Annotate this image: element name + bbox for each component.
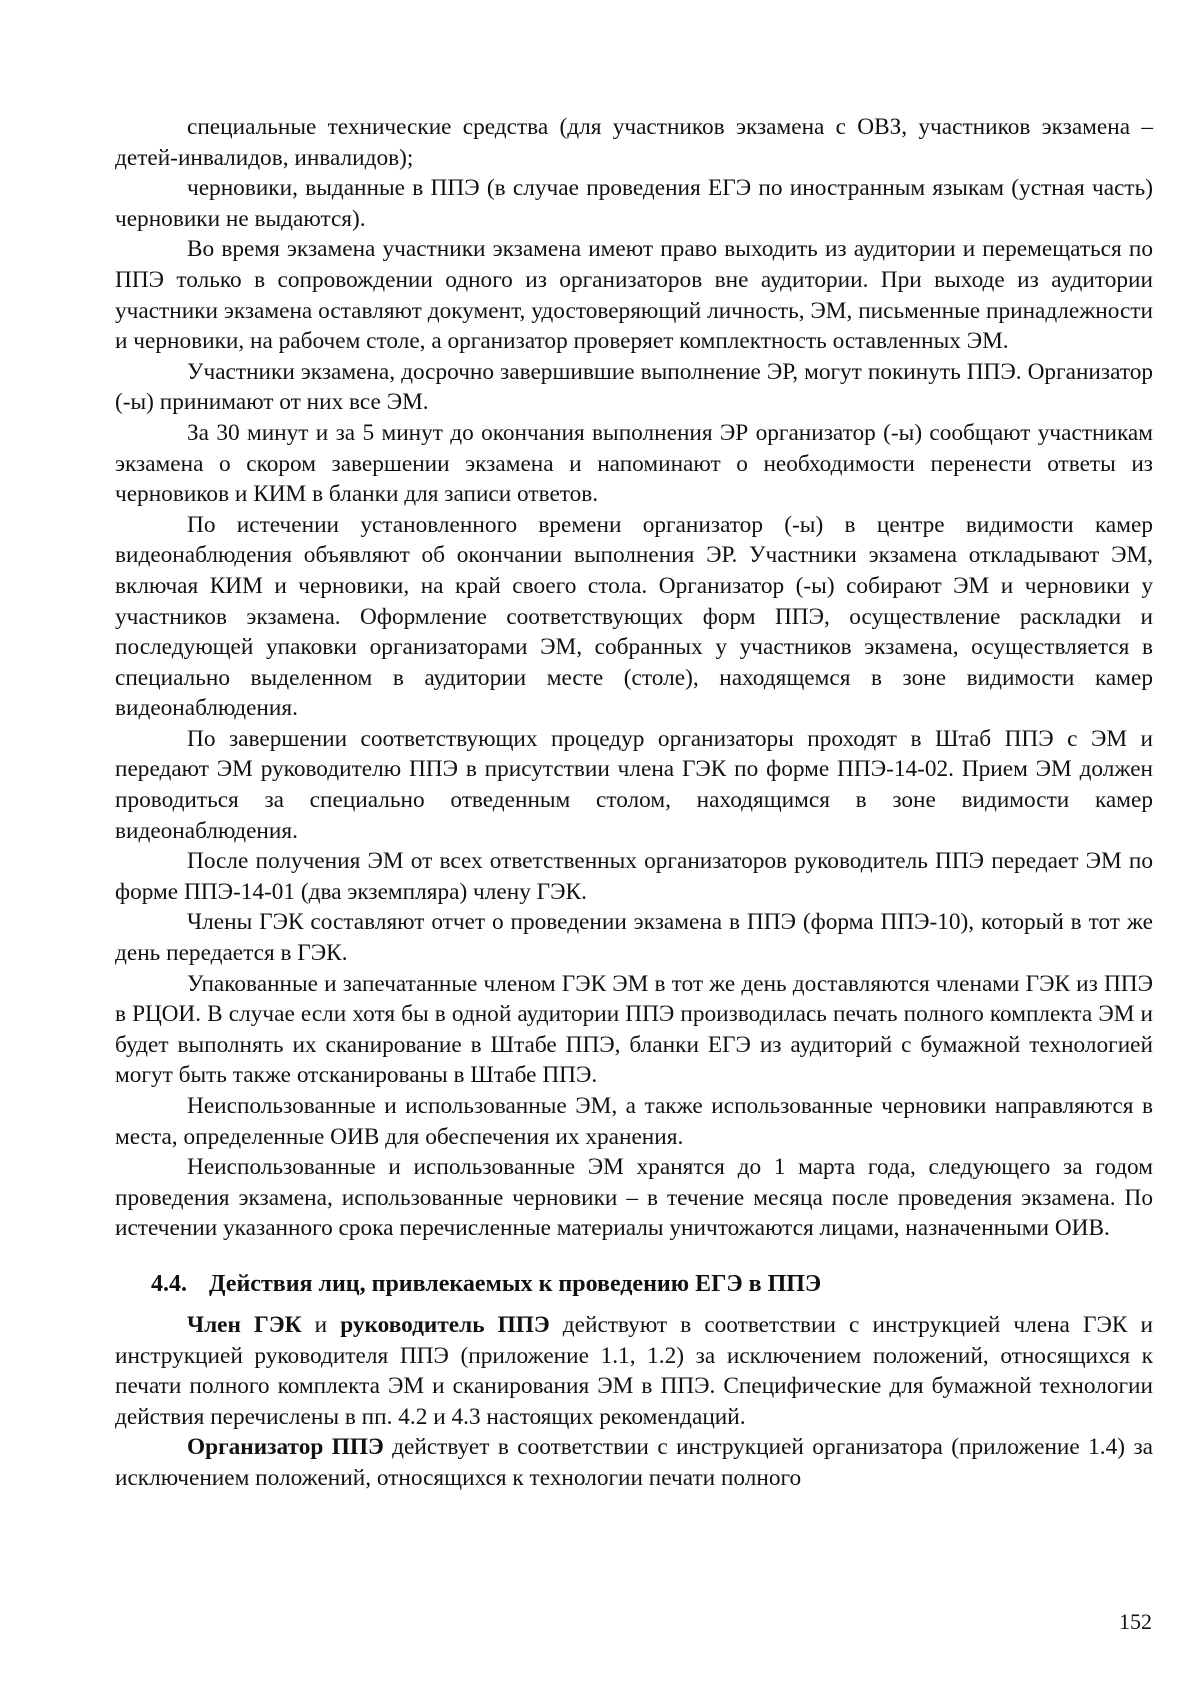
document-page [115, 112, 1153, 1494]
paragraph-time-expired: По истечении установленного времени организатор (-ы) в центре видимости камер видеонаблюдения объявляют об окончании выполнения ЭР. Участники экзамена откладывают ЭМ, включая КИМ и черновики, на край своего стола. Организатор (-ы) собирают ЭМ и черновики у участников экзамена. Оформление соответствующих форм ППЭ, осуществление раскладки и последующей упаковки организаторами ЭМ, собранных у участников экзамена, осуществляется в специально выделенном в аудитории месте (столе), находящемся в зоне видимости камер видеонаблюдения. [115, 511, 1153, 722]
paragraph-ppe-organizer [115, 1432, 1153, 1493]
paragraph-gek-member-text: действуют в соответствии с инструкцией члена ГЭК и инструкцией руководителя ППЭ (приложение 1.1, 1.2) за исключением положений, относящихся к печати полного комплекта ЭМ и сканирования ЭМ в ППЭ. Специфические для бумажной технологии действия перечислены в пп. 4.2 и 4.3 настоящих рекомендаций. [115, 1311, 1153, 1430]
term-ppe-head: руководитель ППЭ [340, 1311, 550, 1338]
paragraph-ppe-organizer-text: действует в соответствии с инструкцией организатора (приложение 1.4) за исключением положений, относящихся к технологии печати полного [115, 1434, 1153, 1491]
paragraph-special-means: специальные технические средства (для участников экзамена с ОВЗ, участников экзамена – детей-инвалидов, инвалидов); [115, 114, 1153, 171]
paragraph-time-warning: За 30 минут и за 5 минут до окончания выполнения ЭР организатор (-ы) сообщают участникам экзамена о скором завершении экзамена и напоминают о необходимости перенести ответы из черновиков и КИМ в бланки для записи ответов. [115, 419, 1153, 508]
term-gek-member: Член ГЭК [187, 1311, 302, 1338]
paragraph-gek-member [115, 1310, 1153, 1432]
paragraph-headquarters: По завершении соответствующих процедур организаторы проходят в Штаб ППЭ с ЭМ и передают ЭМ руководителю ППЭ в присутствии члена ГЭК по форме ППЭ-14-02. Прием ЭМ должен проводиться за специально отведенным столом, находящимся в зоне видимости камер видеонаблюдения. [115, 725, 1153, 844]
paragraph-delivery: Упакованные и запечатанные членом ГЭК ЭМ в тот же день доставляются членами ГЭК из ППЭ в РЦОИ. В случае если хотя бы в одной аудитории ППЭ производилась печать полного комплекта ЭМ и будет выполнять их сканирование в Штабе ППЭ, бланки ЕГЭ из аудиторий с бумажной технологией могут быть также отсканированы в Штабе ППЭ. [115, 970, 1153, 1089]
connector-text: и [301, 1311, 341, 1338]
term-ppe-organizer: Организатор ППЭ [187, 1434, 384, 1461]
paragraph-report: Члены ГЭК составляют отчет о проведении экзамена в ППЭ (форма ППЭ-10), который в тот же день передается в ГЭК. [115, 909, 1153, 967]
paragraph-storage-terms: Неиспользованные и использованные ЭМ хранятся до 1 марта года, следующего за годом проведения экзамена, использованные черновики – в течение месяца после проведения экзамена. По истечении указанного срока перечисленные материалы уничтожаются лицами, назначенными ОИВ. [115, 1154, 1153, 1242]
paragraph-drafts: черновики, выданные в ППЭ (в случае проведения ЕГЭ по иностранным языкам (устная часть) черновики не выдаются). [115, 175, 1153, 232]
section-number: 4.4. [151, 1270, 187, 1297]
paragraph-early-finish: Участники экзамена, досрочно завершившие выполнение ЭР, могут покинуть ППЭ. Организатор (-ы) принимают от них все ЭМ. [115, 358, 1153, 416]
paragraph-handover: После получения ЭМ от всех ответственных организаторов руководитель ППЭ передает ЭМ по форме ППЭ-14-01 (два экземпляра) члену ГЭК. [115, 848, 1153, 905]
paragraph-storage-places: Неиспользованные и использованные ЭМ, а также использованные черновики направляются в места, определенные ОИВ для обеспечения их хранения. [115, 1093, 1153, 1150]
section-heading [115, 1268, 1153, 1300]
paragraph-leaving-room: Во время экзамена участники экзамена имеют право выходить из аудитории и перемещаться по ППЭ только в сопровождении одного из организаторов вне аудитории. При выходе из аудитории участники экзамена оставляют документ, удостоверяющий личность, ЭМ, письменные принадлежности и черновики, на рабочем столе, а организатор проверяет комплектность оставленных ЭМ. [115, 236, 1153, 355]
page-number: 152 [1119, 1609, 1152, 1634]
section-title: Действия лиц, привлекаемых к проведению ЕГЭ в ППЭ [209, 1270, 822, 1297]
